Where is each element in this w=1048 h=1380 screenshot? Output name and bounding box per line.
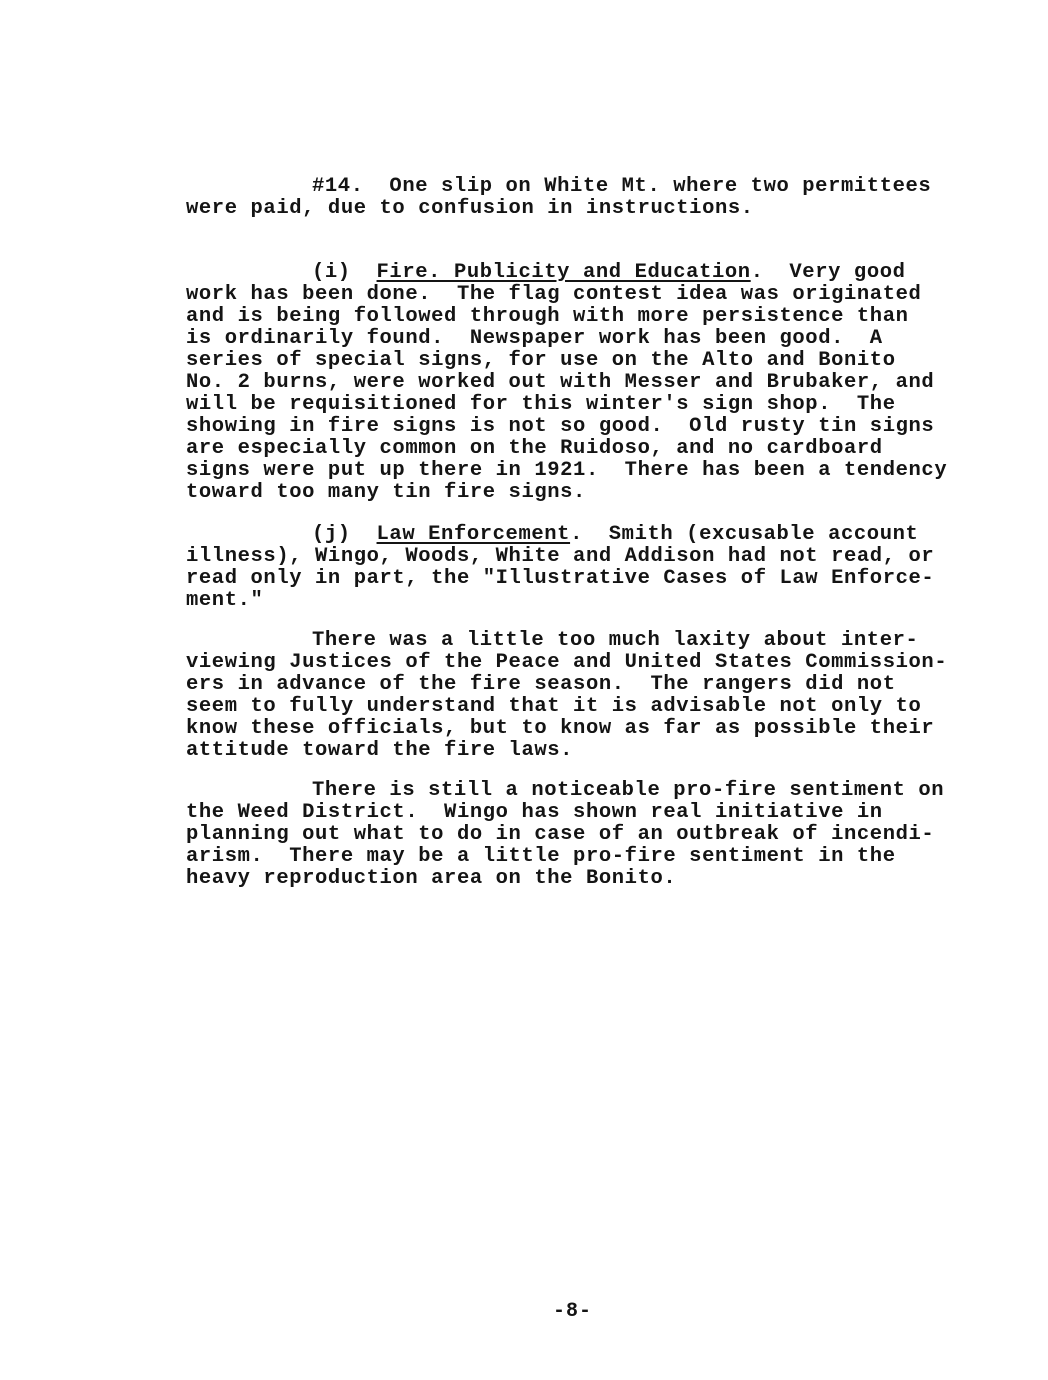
text-line: were paid, due to confusion in instructions.	[186, 197, 754, 220]
text-line: and is being followed through with more persistence than	[186, 305, 909, 328]
section-heading: Law Enforcement	[376, 523, 571, 546]
text-line: the Weed District. Wingo has shown real initiative in	[186, 801, 883, 824]
text-line: arism. There may be a little pro-fire sentiment in the	[186, 845, 896, 868]
text-line: are especially common on the Ruidoso, and no cardboard	[186, 437, 883, 460]
text-line: heavy reproduction area on the Bonito.	[186, 867, 677, 890]
first-line-rest: . Smith (excusable account	[570, 523, 919, 546]
text-line: work has been done. The flag contest idea was originated	[186, 283, 922, 306]
paragraph-first-line	[312, 524, 918, 546]
section-label: (j)	[312, 523, 351, 546]
text-line: seem to fully understand that it is advisable not only to	[186, 695, 922, 718]
paragraph-first-line	[312, 262, 906, 284]
page-number: -8-	[553, 1300, 593, 1323]
text-line: ers in advance of the fire season. The rangers did not	[186, 673, 896, 696]
text-line: illness), Wingo, Woods, White and Addison had not read, or	[186, 545, 935, 568]
text-line: read only in part, the "Illustrative Cases of Law Enforce-	[186, 567, 935, 590]
text-line: #14. One slip on White Mt. where two permittees	[312, 175, 932, 198]
text-line: viewing Justices of the Peace and United States Commission-	[186, 651, 948, 674]
text-line: is ordinarily found. Newspaper work has been good. A	[186, 327, 883, 350]
section-heading: Fire. Publicity and Education	[376, 261, 751, 284]
text-line: showing in fire signs is not so good. Old rusty tin signs	[186, 415, 935, 438]
text-line: series of special signs, for use on the Alto and Bonito	[186, 349, 896, 372]
text-line: planning out what to do in case of an outbreak of incendi-	[186, 823, 935, 846]
text-line: There is still a noticeable pro-fire sentiment on	[312, 779, 945, 802]
text-line: know these officials, but to know as far as possible their	[186, 717, 935, 740]
text-line: attitude toward the fire laws.	[186, 739, 574, 762]
first-line-rest: . Very good	[750, 261, 906, 284]
text-line: No. 2 burns, were worked out with Messer and Brubaker, and	[186, 371, 935, 394]
text-line: signs were put up there in 1921. There has been a tendency	[186, 459, 948, 482]
text-line: There was a little too much laxity about inter-	[312, 629, 919, 652]
text-line: toward too many tin fire signs.	[186, 481, 586, 504]
text-line: will be requisitioned for this winter's sign shop. The	[186, 393, 896, 416]
text-line: ment."	[186, 589, 264, 612]
section-label: (i)	[312, 261, 351, 284]
